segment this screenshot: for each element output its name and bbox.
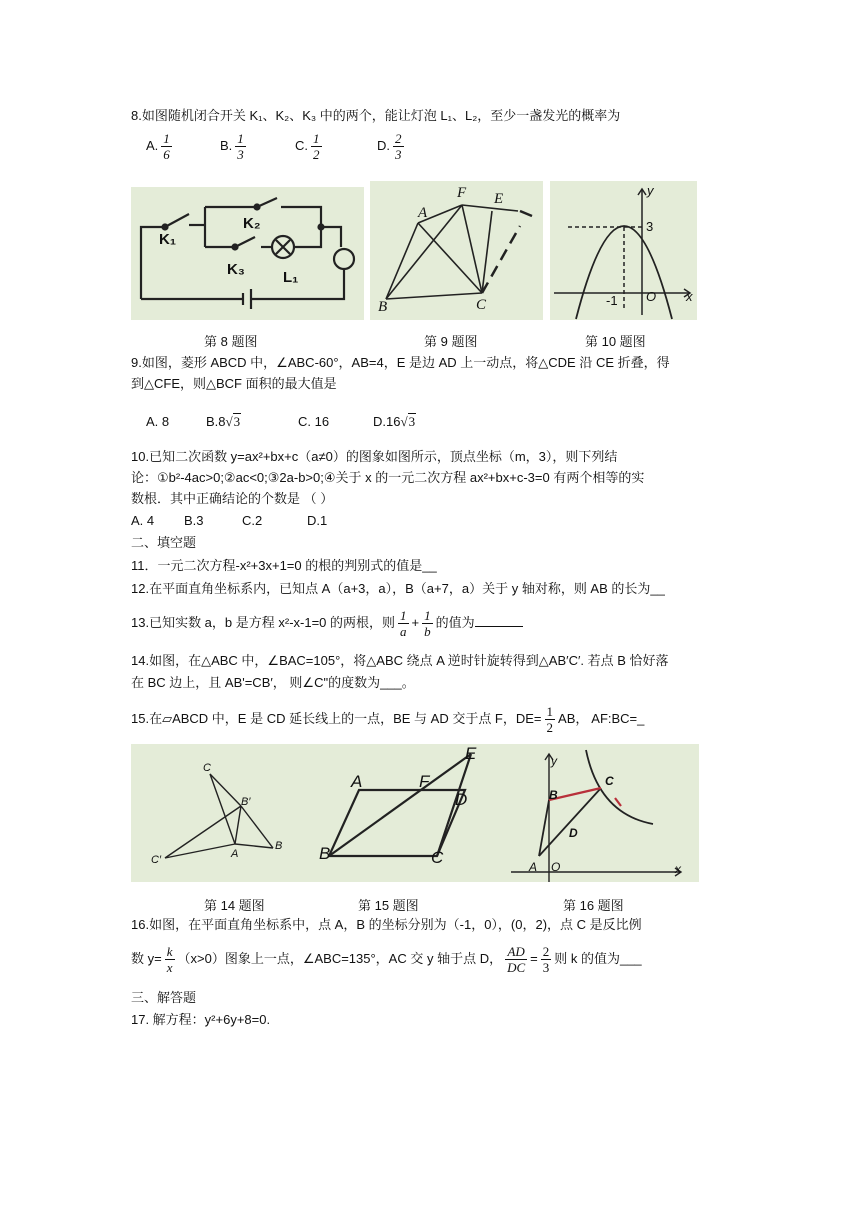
q8-option-c: C. $\frac{1}{2}$ [295,131,320,162]
q10-option-d: D.1 [307,513,328,528]
label-f: F [457,185,467,201]
caption-fig10: 第 10 题图 [585,334,646,349]
label-k2: K₂ [243,215,261,232]
q9-option-c: C. 16 [298,414,330,429]
q13-answer-blank [475,614,523,627]
figure-14-16-strip [131,744,699,882]
fig16-label-b: B [549,788,558,802]
label-c: C [476,297,487,313]
label-y: y [647,183,654,198]
fig15-label-c: C [431,848,444,867]
q11-text: 11．一元二次方程-x²+3x+1=0 的根的判别式的值是__ [131,558,437,573]
section-heading-fill-in: 二、填空题 [131,535,197,550]
label-minus1: -1 [606,293,618,308]
label-k1: K₁ [159,231,177,248]
q15-text: 15.在▱ABCD 中，E 是 CD 延长线上的一点，BE 与 AD 交于点 F，DE= $\frac{1}{2}$ AB， AF:BC=_ [131,704,645,736]
fig16-label-o: O [551,860,561,874]
fig15-label-a: A [351,772,363,791]
q8-option-d: D. $\frac{2}{3}$ [377,131,402,162]
label-e: E [494,191,504,207]
section-heading-solve: 三、解答题 [131,990,197,1005]
fig14-label-b: B [275,840,283,852]
label-b: B [378,299,388,315]
q8-option-a: A. $\frac{1}{6}$ [146,131,170,162]
q17-text: 17. 解方程：y²+6y+8=0. [131,1012,271,1027]
q16-line1: 16.如图，在平面直角坐标系中，点 A，B 的坐标分别为（-1，0），(0，2)，点 C 是反比例 [131,917,642,932]
label-l1: L₁ [283,269,299,286]
figure-10-parabola [550,181,697,320]
caption-fig15: 第 15 题图 [358,898,419,913]
fig14-label-bprime: B′ [241,796,251,808]
fig16-label-c: C [605,774,614,788]
q9-line1: 9.如图，菱形 ABCD 中，∠ABC-60°，AB=4，E 是边 AD 上一动点，将△CDE 沿 CE 折叠，得 [131,355,670,370]
q10-line3: 数根．其中正确结论的个数是 （ ） [131,491,334,506]
label-k3: K₃ [227,261,245,278]
label-o: O [646,289,657,304]
q12-text: 12.在平面直角坐标系内，已知点 A（a+3，a），B（a+7，a）关于 y 轴对称，则 AB 的长为__ [131,581,665,596]
q14-line1: 14.如图，在△ABC 中，∠BAC=105°，将△ABC 绕点 A 逆时针旋转得到△AB′C′. 若点 B 恰好落 [131,653,669,668]
label-a: A [418,205,428,221]
q8-stem: 8.如图随机闭合开关 K₁、K₂、K₃ 中的两个，能让灯泡 L₁、L₂，至少一盏发光的概率为 [131,108,621,123]
figure-8-circuit [131,187,364,320]
fig15-label-d: D [455,790,468,809]
label-3: 3 [646,219,654,234]
figure-9-rhombus [370,181,543,320]
caption-fig16: 第 16 题图 [563,898,624,913]
fig16-label-y: y [551,754,557,768]
q13-text: 13.已知实数 a，b 是方程 x²-x-1=0 的两根，则 $\frac{1}{a}$ + $\frac{1}{b}$ 的值为 [131,605,523,641]
q9-line2: 到△CFE，则△BCF 面积的最大值是 [131,376,337,391]
fig16-label-d: D [569,826,578,840]
caption-fig14: 第 14 题图 [204,898,265,913]
caption-fig9: 第 9 题图 [424,334,478,349]
fig16-label-x: x [675,862,681,876]
q10-option-b: B.3 [184,513,204,528]
q8-option-b: B. $\frac{1}{3}$ [220,131,244,162]
caption-fig8: 第 8 题图 [204,334,258,349]
q16-line2: 数 y= $\frac{k}{x}$ （x>0）图象上一点，∠ABC=135°，AC 交 y 轴于点 D， $\frac{AD}{DC}$ = $\frac{2}{3}$ 则 k 的值为___ [131,944,642,976]
q9-option-d: D.16√3 [373,414,416,429]
fig14-label-c: C [203,762,211,774]
q10-line2: 论：①b²-4ac>0;②ac<0;③2a-b>0;④关于 x 的一元二次方程 ax²+bx+c-3=0 有两个相等的实 [131,470,645,485]
fig14-label-a: A [231,848,239,860]
q9-option-a: A. 8 [146,414,170,429]
q14-line2: 在 BC 边上，且 AB'=CB′， 则∠C"的度数为___。 [131,675,415,690]
q10-option-a: A. 4 [131,513,155,528]
fig15-label-b: B [319,844,331,863]
fig16-label-a: A [529,860,538,874]
q9-option-b: B.8√3 [206,414,241,429]
fig15-label-f: F [419,772,430,791]
q10-option-c: C.2 [242,513,263,528]
q10-line1: 10.已知二次函数 y=ax²+bx+c（a≠0）的图象如图所示，顶点坐标（m，3），则下列结 [131,449,618,464]
fig15-label-e: E [465,744,477,763]
label-x: x [686,289,693,304]
fig14-label-cprime: C′ [151,854,162,866]
